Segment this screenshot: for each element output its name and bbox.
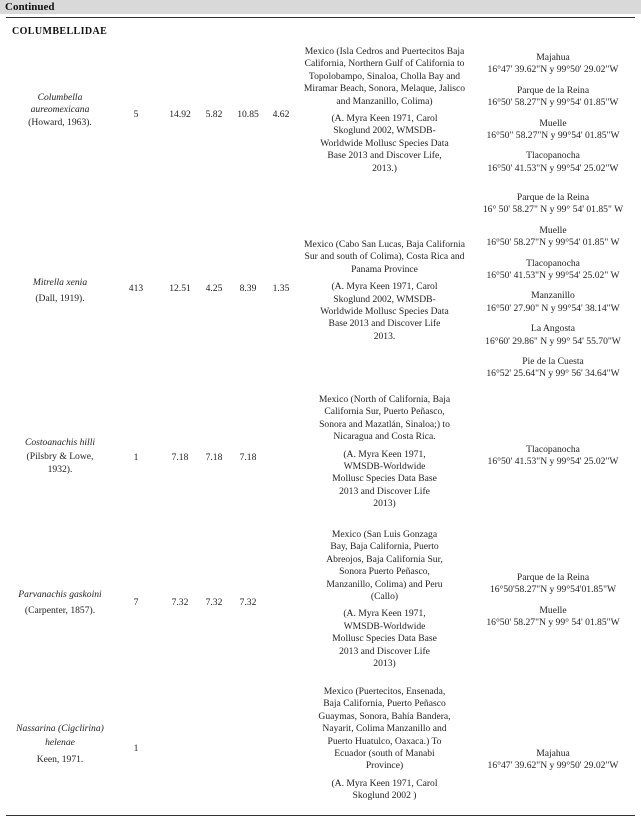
species-author: (Dall, 1919). xyxy=(35,293,85,305)
species-cell xyxy=(8,437,112,476)
location-coordinates: 16°50' 41.53"N y 99°54' 25.02"W xyxy=(487,162,619,174)
distribution-cell xyxy=(303,46,466,175)
location-name: Tlacopanocha xyxy=(526,257,580,269)
locations-cell xyxy=(474,748,632,773)
location-coordinates: 16°50" 58.27"N y 99°54' 01.85"W xyxy=(486,130,620,142)
count-value: 5 xyxy=(133,109,139,120)
table-row xyxy=(0,526,641,682)
location-coordinates: 16°50' 58.27"N y 99°54' 01.85"W xyxy=(487,97,619,109)
measure-value: 7.32 xyxy=(171,597,189,608)
table-top-rule xyxy=(6,17,635,18)
measure-value: 4.62 xyxy=(272,109,290,120)
location-name: Muelle xyxy=(539,224,567,236)
location-name: Majahua xyxy=(536,748,570,759)
sources-text: (A. Myra Keen 1971, Carol Skoglund 2002, WMSDB-Worldwide Mollusc Species Data Base 2013 and Discover Life 2013. xyxy=(320,281,449,342)
distribution-cell xyxy=(303,529,466,670)
species-cell xyxy=(8,277,112,306)
sources-text: (A. Myra Keen 1971, Carol Skoglund 2002, WMSDB-Worldwide Mollusc Species Data Base 2013 and Discover Life, 2013.) xyxy=(320,113,449,174)
species-name: Columbella aureomexicana xyxy=(30,92,90,116)
measure-value: 10.85 xyxy=(237,109,259,120)
location-name: Manzanillo xyxy=(531,290,575,302)
distribution-cell xyxy=(303,686,466,803)
species-name: Costoanachis hilli xyxy=(24,437,96,448)
location-coordinates: 16°47' 39.62"N y 99°50' 29.02"W xyxy=(487,64,619,76)
location-name: Tlacopanocha xyxy=(526,150,580,162)
table-bottom-rule xyxy=(6,815,635,816)
measure-value: 12.51 xyxy=(169,283,191,294)
sources-text: (A. Myra Keen 1971, WMSDB-Worldwide Mollusc Species Data Base 2013 and Discover Life 2013) xyxy=(332,448,437,510)
measure-value: 8.39 xyxy=(239,283,257,294)
count-value: 1 xyxy=(133,743,139,754)
location-coordinates: 16°50' 58.27"N y 99° 54' 01.85"W xyxy=(486,617,620,629)
sources-text: (A. Myra Keen 1971, Carol Skoglund 2002 ) xyxy=(331,777,438,802)
species-author: Keen, 1971. xyxy=(36,754,84,765)
distribution-cell xyxy=(303,239,466,343)
location-name: Muelle xyxy=(539,117,567,129)
species-name: Nassarina (Cigclirina) helenae xyxy=(16,723,104,748)
location-coordinates: 16°52' 25.64"N y 99° 56' 34.64"W xyxy=(486,368,620,380)
location-name: Pie de la Cuesta xyxy=(522,356,584,368)
location-name: La Angosta xyxy=(531,323,575,335)
locations-cell xyxy=(474,52,632,175)
location-coordinates: 16°50' 41.53"N y 99°54' 25.02" W xyxy=(486,270,620,282)
location-coordinates: 16° 50' 58.27" N y 99° 54' 01.85" W xyxy=(482,204,624,216)
continued-bar xyxy=(0,0,641,14)
location-coordinates: 16°47' 39.62"N y 99°50' 29.02"W xyxy=(487,760,619,772)
location-name: Parque de la Reina xyxy=(516,192,590,203)
distribution-text: Mexico (North of California, Baja California Sur, Puerto Peñasco, Sonora and Mazatlán, Sinaloa;) to Nicaragua and Costa Rica. xyxy=(318,394,451,443)
location-name: Muelle xyxy=(539,604,567,616)
location-coordinates: 16°50' 58.27"N y 99°54' 01.85" W xyxy=(486,237,620,249)
measure-value: 7.18 xyxy=(239,452,257,463)
distribution-text: Mexico (Puertecitos, Ensenada, Baja California, Puerto Peñasco Guaymas, Sonora, Bahía Bandera, Nayarit, Colima Manzanillo and Puerto Huatulco, Oaxaca.) To Ecuador (south of Manabi Province) xyxy=(318,686,451,772)
table-row xyxy=(0,40,641,186)
measure-value: 7.32 xyxy=(205,597,223,608)
measure-value: 5.82 xyxy=(205,109,223,120)
species-cell xyxy=(8,589,112,618)
sources-text: (A. Myra Keen 1971, WMSDB-Worldwide Mollusc Species Data Base 2013 and Discover Life 2013) xyxy=(332,608,437,670)
locations-cell xyxy=(474,444,632,469)
location-coordinates: 16°50' 41.53"N y 99°54' 25.02"W xyxy=(487,456,619,468)
measure-value: 7.18 xyxy=(205,452,223,463)
locations-cell xyxy=(474,572,632,630)
table-row xyxy=(0,188,641,384)
count-value: 413 xyxy=(128,283,144,294)
species-cell xyxy=(8,722,112,766)
species-author: (Carpenter, 1857). xyxy=(24,605,96,617)
location-name: Parque de la Reina xyxy=(516,572,590,583)
distribution-cell xyxy=(303,394,466,511)
distribution-text: Mexico (San Luis Gonzaga Bay, Baja California, Puerto Abreojos, Baja California Sur, Sonora Puerto Peñasco, Manzanillo, Colima) and Peru (Callo) xyxy=(326,529,443,603)
location-coordinates: 16°50' 27.90" N y 99°54' 38.14"W xyxy=(486,302,620,314)
location-name: Parque de la Reina xyxy=(516,84,590,96)
measure-value: 14.92 xyxy=(169,109,191,120)
species-name: Mitrella xenia xyxy=(32,277,88,288)
locations-cell xyxy=(474,192,632,381)
measure-value: 7.18 xyxy=(171,452,189,463)
measure-value: 7.32 xyxy=(239,597,257,608)
count-value: 7 xyxy=(133,597,139,608)
measure-value: 1.35 xyxy=(272,283,290,294)
family-heading: COLUMBELLIDAE xyxy=(12,26,108,37)
location-coordinates: 16°50'58.27"N y 99°54'01.85"W xyxy=(489,584,617,596)
location-name: Majahua xyxy=(536,52,570,63)
count-value: 1 xyxy=(133,452,139,463)
continued-label: Continued xyxy=(5,1,55,13)
species-cell xyxy=(8,92,112,129)
species-author: (Pilsbry & Lowe, 1932). xyxy=(26,451,94,475)
distribution-text: Mexico (Cabo San Lucas, Baja California Sur and south of Colima), Costa Rica and Panama Province xyxy=(304,239,465,275)
location-coordinates: 16°60' 29.86" N y 99° 54' 55.70"W xyxy=(485,335,621,347)
measure-value: 4.25 xyxy=(205,283,223,294)
location-name: Tlacopanocha xyxy=(526,444,580,455)
table-row xyxy=(0,392,641,522)
species-author: (Howard, 1963). xyxy=(28,116,92,128)
distribution-text: Mexico (Isla Cedros and Puertecitos Baja California, Northern Gulf of California to Topolobampo, Sinaloa, Cholla Bay and Miramar Beach, Sonora, Melaque, Jalisco and Manzanillo, Colima) xyxy=(303,46,466,107)
table-row xyxy=(0,684,641,814)
species-name: Parvanachis gaskoini xyxy=(18,589,102,600)
